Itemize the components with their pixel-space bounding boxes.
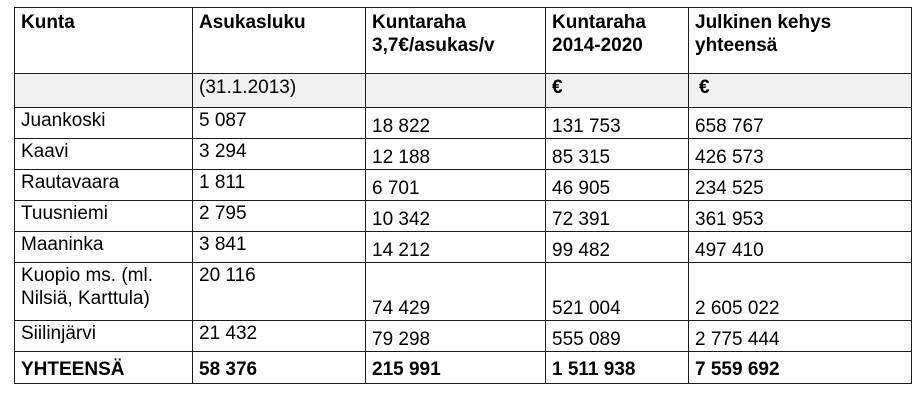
header-kuntaraha-period-line2: 2014-2020 bbox=[552, 35, 643, 56]
subheader-cell-date: (31.1.2013) bbox=[193, 74, 366, 108]
cell-kunta: Juankoski bbox=[15, 108, 193, 139]
header-asukasluku: Asukasluku bbox=[193, 8, 366, 74]
cell-asukasluku: 20 116 bbox=[193, 263, 366, 321]
cell-kuntaraha-v: 79 298 bbox=[366, 321, 546, 352]
table-row bbox=[15, 321, 912, 352]
cell-kunta: Siilinjärvi bbox=[15, 321, 193, 352]
cell-kuntaraha-period: 99 482 bbox=[546, 232, 689, 263]
table-row bbox=[15, 263, 912, 321]
cell-kunta: Tuusniemi bbox=[15, 201, 193, 232]
cell-julkinen-kehys: 2 605 022 bbox=[689, 263, 912, 321]
cell-kuntaraha-period: 521 004 bbox=[546, 263, 689, 321]
total-label: YHTEENSÄ bbox=[15, 352, 193, 384]
cell-kuntaraha-period: 72 391 bbox=[546, 201, 689, 232]
cell-kuntaraha-v: 6 701 bbox=[366, 170, 546, 201]
subheader-cell-kunta bbox=[15, 74, 193, 108]
subheader-row bbox=[15, 74, 912, 108]
subheader-cell-unit-euro-total: € bbox=[689, 74, 912, 108]
header-julkinen-kehys-line2: yhteensä bbox=[695, 35, 778, 56]
cell-asukasluku: 21 432 bbox=[193, 321, 366, 352]
cell-kunta: Kuopio ms. (ml. Nilsiä, Karttula) bbox=[15, 263, 193, 321]
total-row bbox=[15, 352, 912, 384]
header-julkinen-kehys-line1: Julkinen kehys bbox=[695, 12, 832, 33]
table-row bbox=[15, 108, 912, 139]
cell-kuntaraha-v: 74 429 bbox=[366, 263, 546, 321]
cell-kuntaraha-v: 14 212 bbox=[366, 232, 546, 263]
cell-julkinen-kehys: 361 953 bbox=[689, 201, 912, 232]
total-julkinen-kehys: 7 559 692 bbox=[689, 352, 912, 384]
header-kuntaraha-period bbox=[546, 8, 689, 74]
cell-kuntaraha-v: 18 822 bbox=[366, 108, 546, 139]
cell-asukasluku: 3 294 bbox=[193, 139, 366, 170]
total-asukasluku: 58 376 bbox=[193, 352, 366, 384]
municipality-funding-table bbox=[14, 7, 912, 384]
cell-kuntaraha-v: 10 342 bbox=[366, 201, 546, 232]
cell-kuntaraha-v: 12 188 bbox=[366, 139, 546, 170]
table-row bbox=[15, 170, 912, 201]
table-row bbox=[15, 201, 912, 232]
cell-asukasluku: 2 795 bbox=[193, 201, 366, 232]
table-row bbox=[15, 139, 912, 170]
cell-kuntaraha-period: 85 315 bbox=[546, 139, 689, 170]
cell-kunta: Rautavaara bbox=[15, 170, 193, 201]
header-kuntaraha-per-year bbox=[366, 8, 546, 74]
cell-kuntaraha-period: 46 905 bbox=[546, 170, 689, 201]
cell-julkinen-kehys: 234 525 bbox=[689, 170, 912, 201]
cell-kunta: Kaavi bbox=[15, 139, 193, 170]
table-row bbox=[15, 232, 912, 263]
total-kuntaraha-v: 215 991 bbox=[366, 352, 546, 384]
cell-julkinen-kehys: 2 775 444 bbox=[689, 321, 912, 352]
cell-asukasluku: 1 811 bbox=[193, 170, 366, 201]
cell-asukasluku: 5 087 bbox=[193, 108, 366, 139]
cell-julkinen-kehys: 497 410 bbox=[689, 232, 912, 263]
cell-asukasluku: 3 841 bbox=[193, 232, 366, 263]
subheader-cell-kuntaraha-v bbox=[366, 74, 546, 108]
cell-julkinen-kehys: 426 573 bbox=[689, 139, 912, 170]
cell-kuntaraha-period: 131 753 bbox=[546, 108, 689, 139]
cell-kuntaraha-period: 555 089 bbox=[546, 321, 689, 352]
header-kuntaraha-period-line1: Kuntaraha bbox=[552, 12, 646, 33]
total-kuntaraha-period: 1 511 938 bbox=[546, 352, 689, 384]
cell-julkinen-kehys: 658 767 bbox=[689, 108, 912, 139]
header-kuntaraha-per-year-line2: 3,7€/asukas/v bbox=[372, 35, 495, 56]
cell-kunta: Maaninka bbox=[15, 232, 193, 263]
header-kunta: Kunta bbox=[15, 8, 193, 74]
header-julkinen-kehys bbox=[689, 8, 912, 74]
header-kuntaraha-per-year-line1: Kuntaraha bbox=[372, 12, 466, 33]
subheader-cell-unit-euro: € bbox=[546, 74, 689, 108]
header-row bbox=[15, 8, 912, 74]
